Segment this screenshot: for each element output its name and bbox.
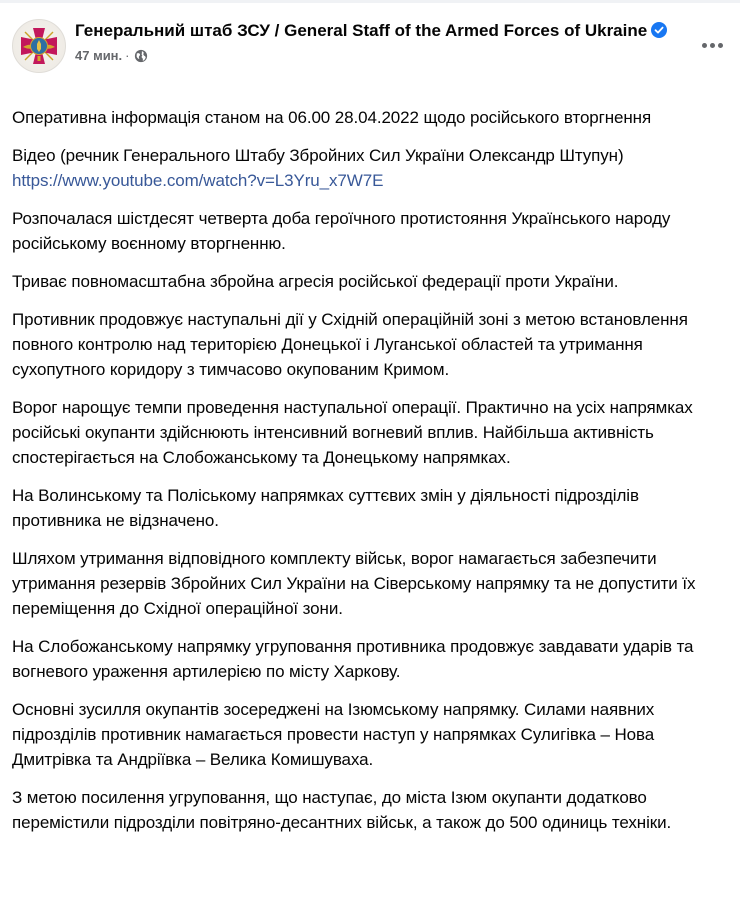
more-options-icon-dot xyxy=(718,43,723,48)
page-name[interactable]: Генеральний штаб ЗСУ / General Staff of the Armed Forces of Ukraine xyxy=(75,21,648,40)
post-paragraph: Шляхом утримання відповідного комплекту військ, ворог намагається забезпечити утримання резервів Збройних Сил України на Сіверському напрямку та не допустити їх переміщення до Східної операційної зони. xyxy=(12,549,696,618)
post-timestamp[interactable]: 47 мин. xyxy=(75,48,123,63)
post-paragraph: Розпочалася шістдесят четверта доба героїчного протистояння Українського народу російському воєнному вторгненню. xyxy=(12,209,671,253)
post-meta xyxy=(75,48,675,64)
post-paragraph: Триває повномасштабна збройна агресія російської федерації проти України. xyxy=(12,272,619,291)
post-paragraph: Оперативна інформація станом на 06.00 28.04.2022 щодо російського вторгнення xyxy=(12,108,652,127)
post-paragraph xyxy=(12,143,728,193)
verified-badge-icon xyxy=(651,22,667,38)
video-caption: Відео (речник Генерального Штабу Збройних Сил України Олександр Штупун) xyxy=(12,146,624,165)
author-block xyxy=(75,20,675,64)
post-paragraph: З метою посилення угруповання, що наступає, до міста Ізюм окупанти додатково перемістили підрозділи повітряно-десантних військ, а також до 500 одиниць техніки. xyxy=(12,788,672,832)
more-options-icon-dot xyxy=(710,43,715,48)
post-paragraph: На Слобожанському напрямку угруповання противника продовжує завдавати ударів та вогневого ураження артилерією по місту Харкову. xyxy=(12,637,694,681)
post-paragraph: Основні зусилля окупантів зосереджені на Ізюмському напрямку. Силами наявних підрозділів противник намагається провести наступ у напрямках Сулигівка – Нова Дмитрівка та Андріївка – Велика Комишуваха. xyxy=(12,700,655,769)
post-paragraph: На Волинському та Поліському напрямках суттєвих змін у діяльності підрозділів противника не відзначено. xyxy=(12,486,639,530)
more-options-icon xyxy=(702,43,707,48)
post-text xyxy=(12,105,728,848)
meta-separator: · xyxy=(125,48,130,63)
facebook-post xyxy=(0,3,740,832)
post-header xyxy=(0,3,740,95)
youtube-link[interactable]: https://www.youtube.com/watch?v=L3Yru_x7W7E xyxy=(12,171,384,190)
more-options-button[interactable] xyxy=(694,33,730,57)
globe-icon[interactable] xyxy=(134,49,148,63)
page-name-link[interactable] xyxy=(75,20,675,42)
post-paragraph: Ворог нарощує темпи проведення наступальної операції. Практично на усіх напрямках російські окупанти здійснюють інтенсивний вогневий вплив. Найбільша активність спостерігається на Слобожанському та Донецькому напрямках. xyxy=(12,398,693,467)
post-paragraph: Противник продовжує наступальні дії у Східній операційній зоні з метою встановлення повного контролю над територією Донецької і Луганської областей та утримання сухопутного коридору з тимчасово окупованим Кримом. xyxy=(12,310,688,379)
armed-forces-emblem-icon xyxy=(13,20,65,72)
page-avatar[interactable] xyxy=(12,19,66,73)
